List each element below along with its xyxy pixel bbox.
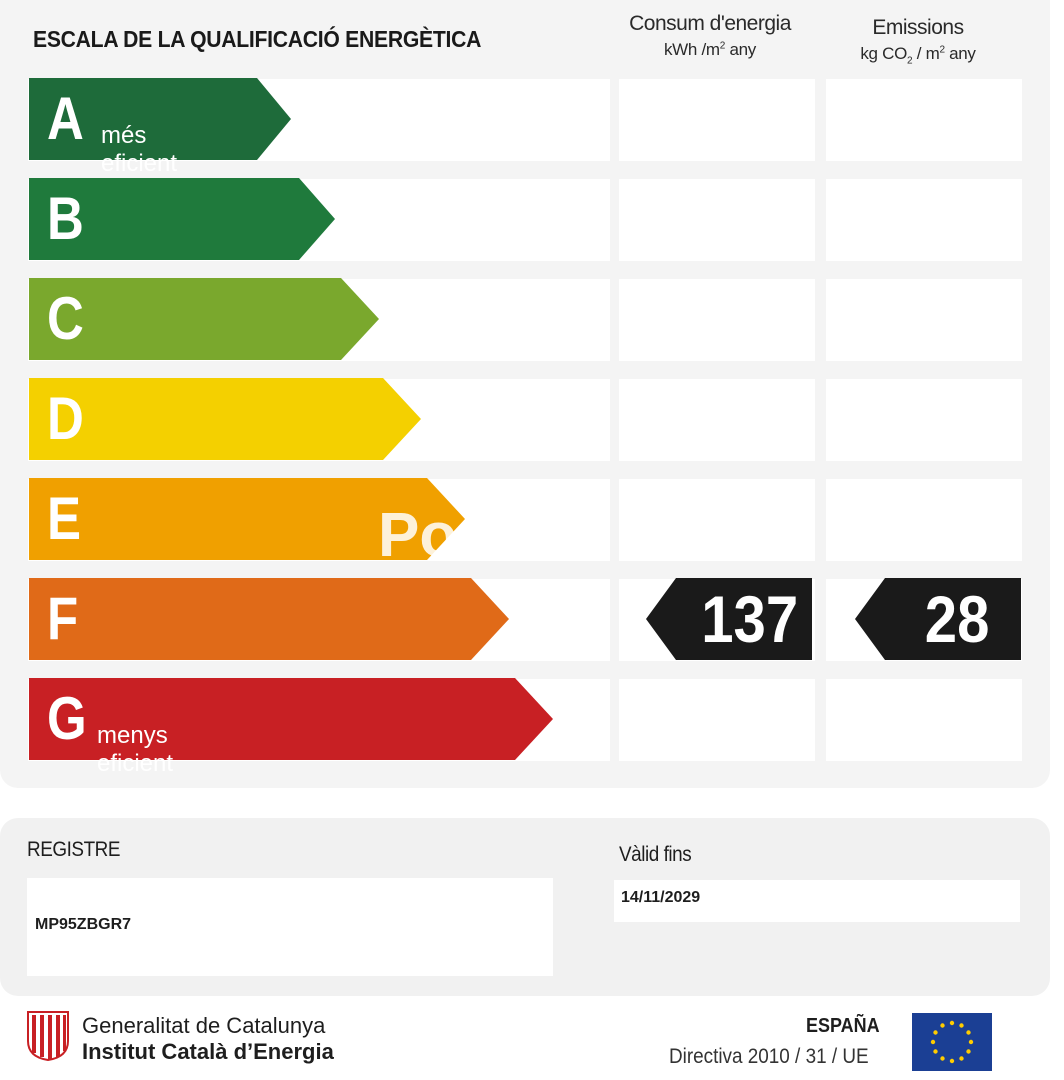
country-label: ESPAÑA <box>806 1015 880 1037</box>
valid-until-value: 14/11/2029 <box>621 889 701 906</box>
consumption-cell <box>619 79 815 161</box>
rating-letter: C <box>47 285 84 352</box>
org-name-line1: Generalitat de Catalunya <box>82 1013 326 1038</box>
rating-caption: menys eficient <box>97 722 174 777</box>
emissions-value-tag <box>855 578 1023 660</box>
rating-letter: G <box>47 685 87 752</box>
consumption-unit: kWh $/m^2$ any <box>663 40 756 59</box>
eu-star <box>959 1056 963 1060</box>
emissions-title: Emissions <box>872 16 964 39</box>
valid-until-label: Vàlid fins <box>619 843 692 866</box>
eu-star <box>940 1023 944 1027</box>
eu-star <box>950 1059 954 1063</box>
emissions-unit: kg $CO_2 / m^2$ any <box>860 44 976 67</box>
eu-star <box>969 1040 973 1044</box>
registry-value: MP95ZBGR7 <box>35 916 132 933</box>
eu-star <box>933 1049 937 1053</box>
eu-star <box>959 1023 963 1027</box>
eu-star <box>966 1030 970 1034</box>
eu-star <box>931 1040 935 1044</box>
generalitat-logo <box>27 1011 69 1066</box>
consumption-header <box>612 12 808 60</box>
rating-letter: F <box>47 585 79 652</box>
emissions-header <box>820 16 1016 66</box>
org-name-line2: Institut Català d’Energia <box>82 1039 334 1064</box>
emissions-value: 28 <box>924 582 989 656</box>
rating-letter: B <box>47 185 84 252</box>
registry-label: REGISTRE <box>27 838 121 861</box>
consumption-cell <box>619 679 815 761</box>
arrow-shape <box>29 378 423 460</box>
rating-letter: A <box>47 85 84 152</box>
emissions-cell <box>826 379 1022 461</box>
emissions-cell <box>826 79 1022 161</box>
eu-star <box>940 1056 944 1060</box>
watermark-text: Po <box>378 501 458 570</box>
consumption-value-tag <box>646 578 814 660</box>
directive-label: Directiva 2010 / 31 / UE <box>669 1045 869 1068</box>
emissions-cell <box>826 179 1022 261</box>
eu-flag-icon <box>912 1013 992 1076</box>
eu-star <box>950 1021 954 1025</box>
rating-letter: D <box>47 385 84 452</box>
eu-star <box>933 1030 937 1034</box>
consumption-cell <box>619 379 815 461</box>
rating-caption: més eficient <box>101 122 178 177</box>
emissions-cell <box>826 679 1022 761</box>
eu-star <box>966 1049 970 1053</box>
consumption-cell <box>619 179 815 261</box>
consumption-cell <box>619 279 815 361</box>
consumption-title: Consum d'energia <box>629 12 791 35</box>
consumption-value: 137 <box>701 582 798 656</box>
arrow-shape <box>29 578 511 660</box>
scale-title: ESCALA DE LA QUALIFICACIÓ ENERGÈTICA <box>33 26 482 52</box>
emissions-cell <box>826 279 1022 361</box>
emissions-cell <box>826 479 1022 561</box>
consumption-cell <box>619 479 815 561</box>
rating-letter: E <box>47 485 82 552</box>
